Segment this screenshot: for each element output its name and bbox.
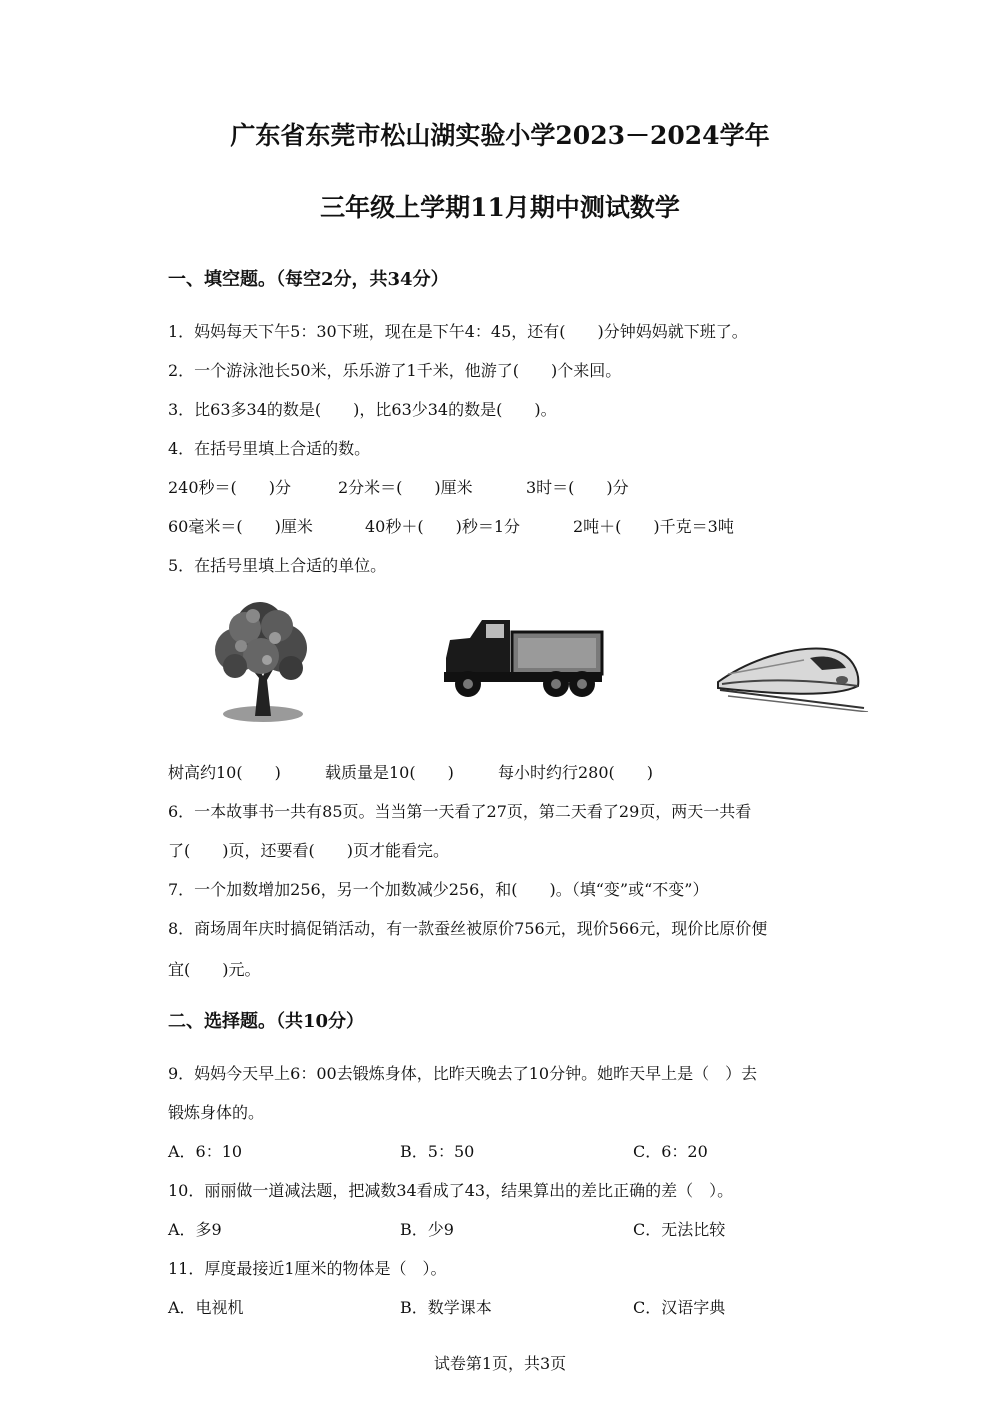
q4-item: 240秒＝( )分 bbox=[168, 478, 292, 497]
train-icon bbox=[714, 636, 870, 712]
q9-option-a: A．6：10 bbox=[168, 1142, 243, 1161]
q4-item: 40秒＋( )秒＝1分 bbox=[365, 517, 521, 536]
question-4: 4．在括号里填上合适的数。 bbox=[168, 439, 371, 458]
tree-icon bbox=[205, 598, 315, 726]
question-10: 10．丽丽做一道减法题，把减数34看成了43，结果算出的差比正确的差（ ）。 bbox=[168, 1181, 734, 1200]
q4-item: 60毫米＝( )厘米 bbox=[168, 517, 313, 536]
question-8: 8．商场周年庆时搞促销活动，有一款蚕丝被原价756元，现价566元，现价比原价便 bbox=[168, 919, 768, 938]
truck-icon bbox=[442, 612, 604, 700]
question-6-cont: 了( )页，还要看( )页才能看完。 bbox=[168, 841, 449, 860]
question-2: 2．一个游泳池长50米，乐乐游了1千米，他游了( )个来回。 bbox=[168, 361, 622, 380]
q10-option-a: A．多9 bbox=[168, 1220, 222, 1239]
question-8-cont: 宜( )元。 bbox=[168, 960, 261, 979]
q9-option-b: B．5：50 bbox=[400, 1142, 475, 1161]
q11-option-b: B．数学课本 bbox=[400, 1298, 492, 1317]
question-6: 6．一本故事书一共有85页。当当第一天看了27页，第二天看了29页，两天一共看 bbox=[168, 802, 752, 821]
section-1-heading: 一、填空题。（每空2分，共34分） bbox=[168, 269, 449, 290]
question-3: 3．比63多34的数是( )，比63少34的数是( )。 bbox=[168, 400, 557, 419]
q4-item: 2吨＋( )千克＝3吨 bbox=[573, 517, 734, 536]
page-footer: 试卷第1页，共3页 bbox=[433, 1354, 567, 1373]
section-2-heading: 二、选择题。（共10分） bbox=[168, 1011, 365, 1032]
q5-item: 每小时约行280( ) bbox=[498, 763, 654, 782]
q10-option-b: B．少9 bbox=[400, 1220, 454, 1239]
question-5: 5．在括号里填上合适的单位。 bbox=[168, 556, 387, 575]
question-7: 7．一个加数增加256，另一个加数减少256，和( )。（填“变”或“不变”） bbox=[168, 880, 709, 899]
title-line-1: 广东省东莞市松山湖实验小学2023－2024学年 bbox=[230, 121, 770, 150]
title-line-2: 三年级上学期11月期中测试数学 bbox=[320, 193, 680, 222]
q9-option-c: C．6：20 bbox=[633, 1142, 708, 1161]
question-1: 1．妈妈每天下午5：30下班，现在是下午4：45，还有( )分钟妈妈就下班了。 bbox=[168, 322, 748, 341]
q4-item: 3时＝( )分 bbox=[526, 478, 629, 497]
q10-option-c: C．无法比较 bbox=[633, 1220, 726, 1239]
q5-item: 载质量是10( ) bbox=[325, 763, 454, 782]
question-9-cont: 锻炼身体的。 bbox=[168, 1103, 265, 1122]
q5-item: 树高约10( ) bbox=[168, 763, 281, 782]
q11-option-a: A．电视机 bbox=[168, 1298, 244, 1317]
question-11: 11．厚度最接近1厘米的物体是（ ）。 bbox=[168, 1259, 447, 1278]
q11-option-c: C．汉语字典 bbox=[633, 1298, 726, 1317]
q4-item: 2分米＝( )厘米 bbox=[338, 478, 473, 497]
question-9: 9．妈妈今天早上6：00去锻炼身体，比昨天晚去了10分钟。她昨天早上是（ ）去 bbox=[168, 1064, 758, 1083]
